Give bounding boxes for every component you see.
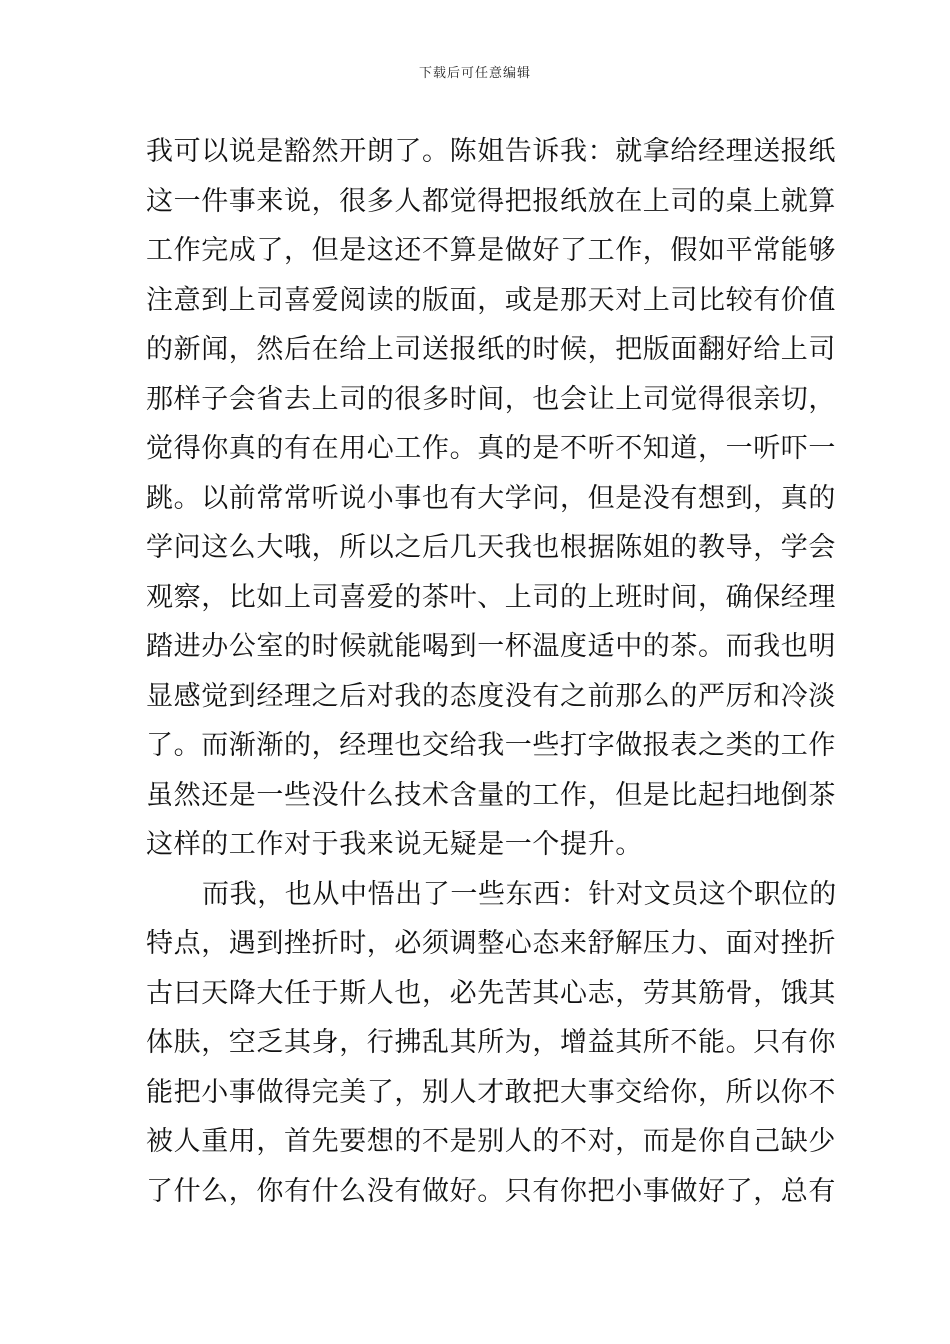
text-line: 学问这么大哦，所以之后几天我也根据陈姐的教导，学会 [146,532,836,563]
text-line: 显感觉到经理之后对我的态度没有之前那么的严厉和冷淡 [146,680,836,712]
text-line: 观察，比如上司喜爱的茶叶、上司的上班时间，确保经理 [146,581,836,613]
text-line: 这样的工作对于我来说无疑是一个提升。 [146,829,643,860]
text-line: 踏进办公室的时候就能喝到一杯温度适中的茶。而我也明 [146,631,836,662]
text-line: 那样子会省去上司的很多时间，也会让上司觉得很亲切， [146,383,836,415]
text-line: 这一件事来说，很多人都觉得把报纸放在上司的桌上就算 [146,185,836,217]
text-line: 工作完成了，但是这还不算是做好了工作，假如平常能够 [146,235,836,266]
body-text [146,127,837,1216]
text-line: 觉得你真的有在用心工作。真的是不听不知道，一听吓一 [146,433,836,464]
text-line: 了。而渐渐的，经理也交给我一些打字做报表之类的工作 [146,730,836,761]
text-line: 特点，遇到挫折时，必须调整心态来舒解压力、面对挫折 [146,928,836,959]
text-line: 体肤，空乏其身，行拂乱其所为，增益其所不能。只有你 [146,1027,836,1058]
text-line: 被人重用，首先要想的不是别人的不对，而是你自己缺少 [146,1126,836,1157]
text-line: 了什么，你有什么没有做好。只有你把小事做好了，总有 [146,1175,836,1207]
text-line: 古曰天降大任于斯人也，必先苦其心志，劳其筋骨，饿其 [146,977,836,1009]
text-line: 跳。以前常常听说小事也有大学问，但是没有想到，真的 [146,482,836,514]
text-line: 的新闻，然后在给上司送报纸的时候，把版面翻好给上司 [146,334,836,365]
paragraph-start-line: 而我，也从中悟出了一些东西：针对文员这个职位的 [202,878,837,910]
page-header: 下载后可任意编辑 [418,66,531,81]
text-line: 我可以说是豁然开朗了。陈姐告诉我：就拿给经理送报纸 [146,136,836,167]
text-line: 虽然还是一些没什么技术含量的工作，但是比起扫地倒茶 [146,779,836,811]
text-line: 注意到上司喜爱阅读的版面，或是那天对上司比较有价值 [146,284,836,316]
text-line: 能把小事做得完美了，别人才敢把大事交给你，所以你不 [146,1076,836,1108]
